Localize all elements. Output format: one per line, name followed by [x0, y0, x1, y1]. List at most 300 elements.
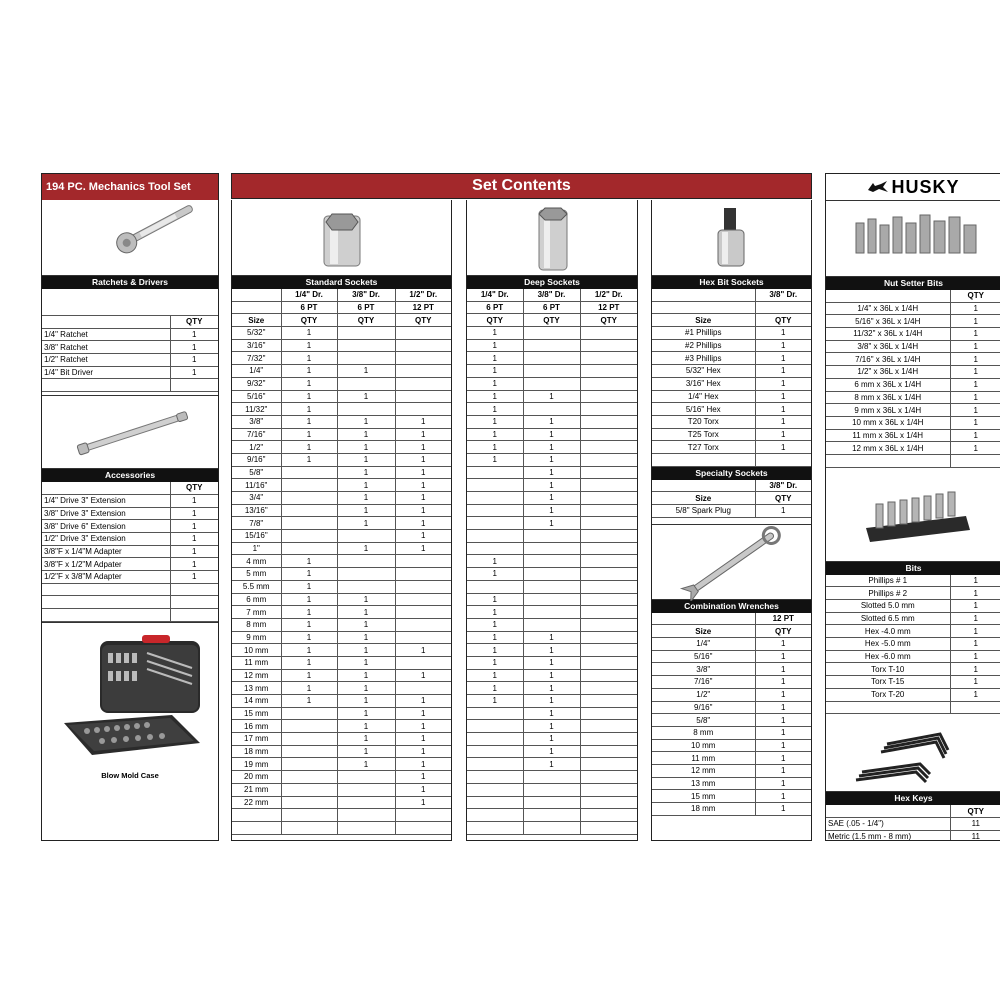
table-row: [467, 390, 637, 403]
table-cell: 1: [467, 327, 523, 340]
table-cell: 1: [950, 676, 1000, 689]
table-cell: [281, 504, 337, 517]
table-cell: 1: [523, 631, 580, 644]
table-cell: 1: [337, 415, 395, 428]
table-row: [652, 352, 811, 365]
table-cell: [580, 821, 637, 834]
table-cell: [395, 403, 451, 416]
table-row: [652, 714, 811, 727]
table-cell: 10 mm x 36L x 1/4H: [826, 416, 950, 429]
table-cell: [523, 796, 580, 809]
table-row: [467, 821, 637, 834]
table-cell: 7/8": [232, 517, 281, 530]
table-row: [232, 606, 451, 619]
table-cell: 1/2" Ratchet: [42, 354, 170, 367]
table-row: [232, 555, 451, 568]
table-cell: 18 mm: [652, 803, 755, 816]
table-cell: 5/32": [232, 327, 281, 340]
table-cell: [580, 517, 637, 530]
table-cell: [467, 745, 523, 758]
table-row: [652, 505, 811, 518]
table-cell: 1/4" Drive 3" Extension: [42, 494, 170, 507]
brand-name: HUSKY: [891, 176, 960, 197]
table-row: [232, 682, 451, 695]
table-cell: 1: [755, 365, 811, 378]
table-cell: 1: [755, 714, 811, 727]
table-row: [467, 492, 637, 505]
table-row: [467, 707, 637, 720]
table-row: [42, 341, 218, 354]
table-cell: [580, 428, 637, 441]
table-cell: 8 mm: [652, 726, 755, 739]
table-cell: [467, 466, 523, 479]
table-cell: 1: [337, 733, 395, 746]
accessories-header: Accessories: [42, 469, 218, 482]
table-cell: [580, 771, 637, 784]
table-cell: 15 mm: [652, 790, 755, 803]
table-cell: [580, 352, 637, 365]
table-row: [826, 587, 1000, 600]
table-cell: [232, 809, 281, 822]
table-cell: 1: [950, 587, 1000, 600]
table-row: [826, 340, 1000, 353]
table-row: [826, 315, 1000, 328]
table-row: [652, 365, 811, 378]
table-cell: [523, 352, 580, 365]
table-cell: [580, 720, 637, 733]
table-row: [232, 542, 451, 555]
table-cell: 1: [337, 669, 395, 682]
table-cell: 11 mm x 36L x 1/4H: [826, 429, 950, 442]
table-cell: 1: [337, 390, 395, 403]
table-cell: 1: [337, 631, 395, 644]
table-row: [652, 777, 811, 790]
deep-socket-image: [467, 200, 637, 276]
table-cell: 3/8" Drive 3" Extension: [42, 507, 170, 520]
table-cell: 1: [755, 676, 811, 689]
table-cell: 1: [755, 726, 811, 739]
standard-sockets-header: Standard Sockets: [232, 276, 451, 289]
table-cell: 1: [395, 441, 451, 454]
table-cell: 1: [523, 758, 580, 771]
table-cell: [580, 568, 637, 581]
table-cell: 1: [395, 733, 451, 746]
table-row: [232, 758, 451, 771]
table-cell: 1: [395, 783, 451, 796]
table-row: [232, 745, 451, 758]
table-row: [232, 568, 451, 581]
table-cell: [395, 339, 451, 352]
table-cell: 1: [467, 695, 523, 708]
hex-bit-socket-image: [652, 200, 811, 276]
table-cell: 1: [395, 415, 451, 428]
nut-setter-table: QTY 1/4" x 36L x 1/4H 1 5/16" x 36L x 1/4H 1 11/32" x 36L x 1/4H 1 3/8" x 36L x 1/4H 1 7/16" x 36L x 1/4H 1 1/2" x 36L x 1/4H 1 6 mm x 36L x 1/4H 1 8 mm x 36L x 1/4H 1 9 mm x 36L x 1/4H 1 10 mm x 36L x 1/4H 1 11 mm x 36L x 1/4H 1 12 mm x 36L x 1/4H 1: [826, 290, 1000, 468]
table-cell: [281, 783, 337, 796]
table-cell: 1: [523, 453, 580, 466]
table-cell: 1: [281, 644, 337, 657]
table-cell: 9/16": [652, 701, 755, 714]
table-cell: 1: [281, 339, 337, 352]
table-cell: 1: [170, 507, 218, 520]
table-row: [42, 532, 218, 545]
table-cell: 6 mm x 36L x 1/4H: [826, 378, 950, 391]
table-cell: 5/16": [232, 390, 281, 403]
table-cell: 1: [950, 404, 1000, 417]
table-cell: 13 mm: [232, 682, 281, 695]
table-cell: 1: [281, 656, 337, 669]
table-cell: 3/8"F x 1/4"M Adapter: [42, 545, 170, 558]
table-cell: 1: [281, 593, 337, 606]
table-row: [826, 817, 1000, 830]
table-cell: 1: [467, 555, 523, 568]
dog-logo-icon: [867, 180, 889, 194]
table-cell: 1: [281, 403, 337, 416]
table-cell: [580, 745, 637, 758]
table-row: [232, 415, 451, 428]
table-cell: [395, 365, 451, 378]
table-cell: [580, 606, 637, 619]
table-cell: 1: [281, 669, 337, 682]
table-cell: 1: [467, 441, 523, 454]
table-row: [232, 821, 451, 834]
table-cell: [337, 327, 395, 340]
table-cell: [580, 339, 637, 352]
table-cell: 1: [523, 733, 580, 746]
table-cell: [395, 580, 451, 593]
standard-socket-icon: [232, 200, 452, 276]
table-cell: [395, 555, 451, 568]
specialty-sockets-header: Specialty Sockets: [652, 467, 811, 480]
table-row: [826, 600, 1000, 613]
table-row: [826, 404, 1000, 417]
table-cell: [395, 809, 451, 822]
table-cell: Torx T-10: [826, 663, 950, 676]
ratchet-icon: [42, 200, 218, 276]
table-cell: 1: [755, 650, 811, 663]
table-cell: [580, 618, 637, 631]
table-cell: [523, 403, 580, 416]
table-cell: [337, 403, 395, 416]
table-cell: 7/16": [232, 428, 281, 441]
table-cell: 1: [170, 341, 218, 354]
table-cell: [395, 352, 451, 365]
table-cell: [523, 530, 580, 543]
table-cell: 1: [755, 790, 811, 803]
table-cell: [580, 707, 637, 720]
table-row: [232, 479, 451, 492]
table-cell: 1: [950, 663, 1000, 676]
table-cell: [580, 453, 637, 466]
table-cell: 9 mm: [232, 631, 281, 644]
table-cell: 1: [395, 466, 451, 479]
table-cell: [580, 403, 637, 416]
table-cell: [467, 720, 523, 733]
table-cell: [523, 606, 580, 619]
table-cell: 5/8": [652, 714, 755, 727]
table-row: [232, 441, 451, 454]
deep-sockets-panel: [466, 200, 638, 841]
table-cell: 1/4": [232, 365, 281, 378]
table-cell: SAE (.05 - 1/4"): [826, 817, 950, 830]
table-cell: [281, 733, 337, 746]
table-cell: 8 mm: [232, 618, 281, 631]
table-row: [826, 625, 1000, 638]
table-cell: 1: [337, 542, 395, 555]
table-cell: 1: [467, 365, 523, 378]
table-cell: 7/16" x 36L x 1/4H: [826, 353, 950, 366]
table-row: [467, 466, 637, 479]
table-cell: [281, 720, 337, 733]
table-cell: 1: [523, 656, 580, 669]
table-row: [467, 365, 637, 378]
table-cell: [337, 783, 395, 796]
table-row: [42, 494, 218, 507]
table-cell: [580, 530, 637, 543]
table-row: [467, 682, 637, 695]
table-cell: 1: [950, 612, 1000, 625]
table-cell: 1: [755, 505, 811, 518]
table-row: [232, 720, 451, 733]
table-cell: [467, 492, 523, 505]
table-cell: [232, 821, 281, 834]
table-cell: 10 mm: [232, 644, 281, 657]
table-row: [826, 378, 1000, 391]
table-cell: [467, 530, 523, 543]
table-cell: 1: [170, 366, 218, 379]
table-cell: 1: [523, 644, 580, 657]
table-cell: 1: [170, 532, 218, 545]
table-cell: 1: [755, 377, 811, 390]
table-row: [232, 593, 451, 606]
table-cell: [580, 492, 637, 505]
table-cell: 5/32" Hex: [652, 365, 755, 378]
table-cell: Torx T-20: [826, 688, 950, 701]
table-row: [467, 441, 637, 454]
case-image: [42, 622, 218, 823]
table-cell: 11/32": [232, 403, 281, 416]
table-cell: [580, 580, 637, 593]
table-cell: 1: [523, 492, 580, 505]
table-cell: Slotted 6.5 mm: [826, 612, 950, 625]
table-cell: 5/16" Hex: [652, 403, 755, 416]
bits-header: Bits: [826, 562, 1000, 575]
table-cell: T27 Torx: [652, 441, 755, 454]
table-cell: 3/16" Hex: [652, 377, 755, 390]
table-cell: 1: [467, 339, 523, 352]
table-cell: 3/16": [232, 339, 281, 352]
table-row: [467, 606, 637, 619]
table-cell: [467, 707, 523, 720]
table-row: [467, 352, 637, 365]
table-cell: 1: [467, 428, 523, 441]
table-row: [467, 720, 637, 733]
table-cell: [395, 377, 451, 390]
table-cell: 1: [170, 545, 218, 558]
table-cell: 1: [337, 682, 395, 695]
table-cell: 1: [170, 558, 218, 571]
table-row: [467, 695, 637, 708]
table-cell: 1: [950, 366, 1000, 379]
table-cell: 1": [232, 542, 281, 555]
table-cell: 1: [395, 644, 451, 657]
table-cell: 1: [950, 353, 1000, 366]
table-cell: 1: [950, 315, 1000, 328]
ratchets-header: Ratchets & Drivers: [42, 276, 218, 289]
bits-table: [826, 575, 1000, 715]
table-cell: 1: [467, 453, 523, 466]
table-cell: [523, 339, 580, 352]
table-row: [652, 327, 811, 340]
table-cell: 1: [950, 378, 1000, 391]
table-cell: #2 Phillips: [652, 339, 755, 352]
table-cell: Hex -4.0 mm: [826, 625, 950, 638]
table-cell: [281, 466, 337, 479]
table-cell: [467, 783, 523, 796]
table-cell: 1: [950, 638, 1000, 651]
table-cell: 1: [755, 352, 811, 365]
table-cell: [337, 530, 395, 543]
table-cell: [337, 809, 395, 822]
table-cell: 20 mm: [232, 771, 281, 784]
table-cell: 1: [950, 391, 1000, 404]
table-cell: 1: [755, 638, 811, 651]
table-cell: 6 mm: [232, 593, 281, 606]
table-cell: #1 Phillips: [652, 327, 755, 340]
table-cell: 1: [523, 669, 580, 682]
table-cell: 1: [337, 644, 395, 657]
table-cell: 1: [950, 340, 1000, 353]
table-cell: 1: [755, 688, 811, 701]
table-cell: 1: [523, 720, 580, 733]
table-cell: 8 mm x 36L x 1/4H: [826, 391, 950, 404]
left-panel: [41, 173, 219, 841]
table-cell: [395, 327, 451, 340]
table-cell: 1: [281, 390, 337, 403]
table-row: [232, 783, 451, 796]
table-cell: [281, 492, 337, 505]
table-cell: 1: [755, 403, 811, 416]
table-cell: 1: [395, 504, 451, 517]
wrench-icon: [652, 525, 812, 601]
table-cell: 13 mm: [652, 777, 755, 790]
table-row: [232, 492, 451, 505]
table-cell: 1: [337, 479, 395, 492]
table-cell: [395, 593, 451, 606]
table-cell: 1: [950, 575, 1000, 587]
table-cell: [467, 771, 523, 784]
table-cell: 1: [755, 327, 811, 340]
table-row: [232, 352, 451, 365]
case-caption: Blow Mold Case: [101, 770, 159, 780]
table-row: [42, 366, 218, 379]
table-cell: [395, 821, 451, 834]
table-row: [467, 327, 637, 340]
table-cell: 1: [467, 669, 523, 682]
table-cell: [337, 821, 395, 834]
table-cell: 3/8" Drive 6" Extension: [42, 520, 170, 533]
table-row: [826, 575, 1000, 587]
table-cell: 10 mm: [652, 739, 755, 752]
table-cell: 1: [281, 453, 337, 466]
table-cell: 3/8" x 36L x 1/4H: [826, 340, 950, 353]
table-row: [467, 403, 637, 416]
table-cell: 1: [337, 606, 395, 619]
accessories-table: QTY 1/4" Drive 3" Extension 1 3/8" Drive 3" Extension 1 3/8" Drive 6" Extension 1 1/2" Drive 3" Extension 1 3/8"F x 1/4"M Adapter 1 3/8"F x 1/2"M Adpater 1 1/2"F x 3/8"M Adapter 1: [42, 482, 218, 622]
table-cell: [281, 809, 337, 822]
table-cell: 1: [337, 695, 395, 708]
table-cell: 1: [950, 416, 1000, 429]
table-cell: 1: [281, 631, 337, 644]
table-cell: 1: [281, 555, 337, 568]
table-cell: [580, 593, 637, 606]
table-row: [826, 366, 1000, 379]
table-row: [232, 618, 451, 631]
table-cell: 1: [395, 479, 451, 492]
table-cell: 1: [467, 631, 523, 644]
table-row: [652, 638, 811, 651]
table-row: [232, 796, 451, 809]
table-cell: 1: [467, 682, 523, 695]
table-cell: [580, 733, 637, 746]
table-cell: 19 mm: [232, 758, 281, 771]
table-row: [652, 415, 811, 428]
table-row: [232, 428, 451, 441]
table-cell: 1: [281, 415, 337, 428]
table-cell: 1: [337, 707, 395, 720]
table-row: [42, 558, 218, 571]
table-cell: 1: [170, 520, 218, 533]
table-cell: 1: [337, 492, 395, 505]
table-cell: [580, 466, 637, 479]
table-cell: 5/8": [232, 466, 281, 479]
table-row: [467, 580, 637, 593]
nut-setter-bits-icon: [826, 201, 1000, 277]
table-cell: Phillips # 2: [826, 587, 950, 600]
table-cell: 5/16": [652, 650, 755, 663]
table-cell: [580, 631, 637, 644]
table-cell: [467, 821, 523, 834]
tool-set-title: 194 PC. Mechanics Tool Set: [42, 174, 218, 200]
table-row: [467, 593, 637, 606]
table-cell: 1: [281, 377, 337, 390]
table-cell: 1: [950, 429, 1000, 442]
standard-sockets-panel: [231, 200, 452, 841]
table-row: [232, 517, 451, 530]
table-cell: [281, 758, 337, 771]
table-row: [826, 353, 1000, 366]
nut-setter-bits-header: Nut Setter Bits: [826, 277, 1000, 290]
table-cell: 1: [523, 707, 580, 720]
hex-keys-image: [826, 714, 1000, 792]
table-cell: 1: [755, 764, 811, 777]
table-cell: 1: [337, 758, 395, 771]
combination-wrenches-header: Combination Wrenches: [652, 600, 811, 613]
table-cell: 1: [170, 328, 218, 341]
table-cell: 1: [950, 650, 1000, 663]
table-cell: 1: [395, 796, 451, 809]
table-cell: Slotted 5.0 mm: [826, 600, 950, 613]
table-cell: [580, 644, 637, 657]
table-row: [467, 745, 637, 758]
table-row: [232, 707, 451, 720]
table-row: [652, 377, 811, 390]
table-cell: 1: [523, 428, 580, 441]
table-cell: [580, 682, 637, 695]
table-cell: 15/16": [232, 530, 281, 543]
table-cell: [281, 542, 337, 555]
table-cell: 1: [395, 758, 451, 771]
table-cell: 3/8": [652, 663, 755, 676]
